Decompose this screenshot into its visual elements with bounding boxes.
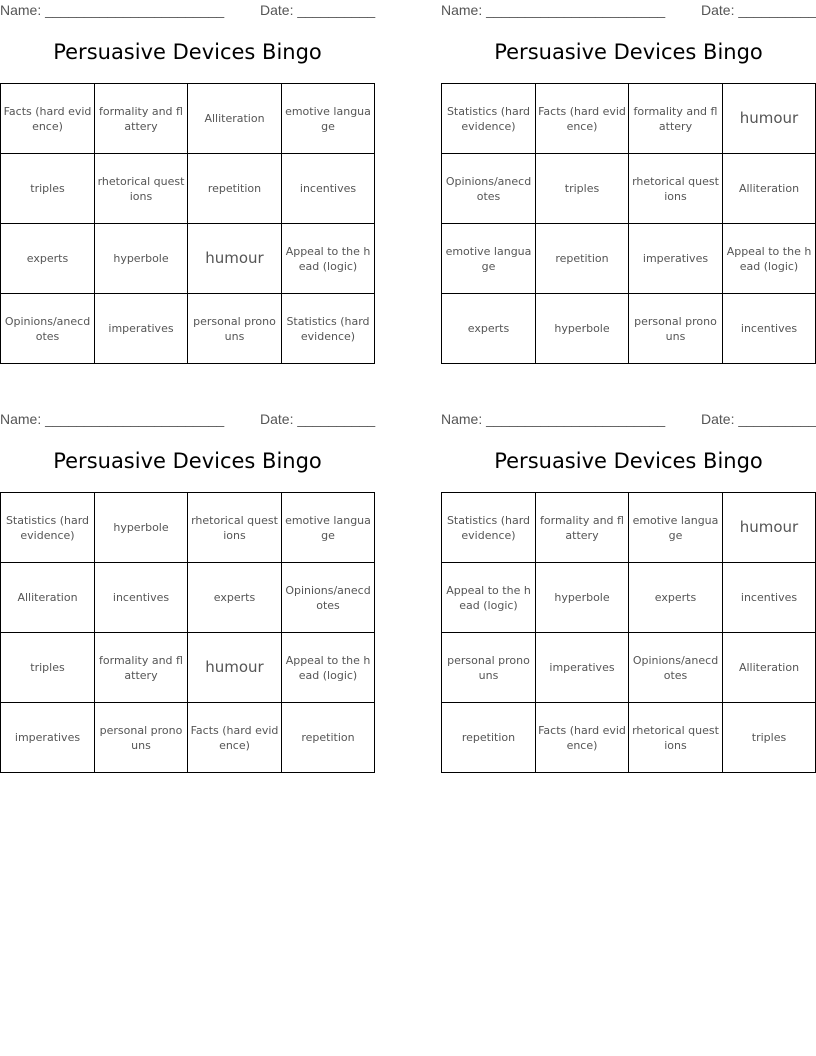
- bingo-cell[interactable]: Statistics (hard evidence): [1, 493, 95, 563]
- bingo-cell[interactable]: emotive language: [442, 224, 536, 294]
- bingo-cell[interactable]: triples: [723, 703, 816, 773]
- bingo-cell[interactable]: repetition: [282, 703, 375, 773]
- name-date-row: [0, 0, 375, 22]
- bingo-cell[interactable]: hyperbole: [536, 563, 629, 633]
- bingo-cell[interactable]: imperatives: [629, 224, 723, 294]
- bingo-cell[interactable]: repetition: [442, 703, 536, 773]
- bingo-cell[interactable]: Alliteration: [1, 563, 95, 633]
- card-title: Persuasive Devices Bingo: [494, 449, 763, 473]
- bingo-cell[interactable]: repetition: [188, 154, 282, 224]
- bingo-cell[interactable]: Opinions/anecdotes: [282, 563, 375, 633]
- bingo-cell[interactable]: hyperbole: [95, 224, 188, 294]
- date-field-label[interactable]: Date: __________: [701, 2, 816, 18]
- bingo-cell[interactable]: Alliteration: [723, 633, 816, 703]
- bingo-cell[interactable]: experts: [629, 563, 723, 633]
- bingo-grid: [0, 83, 375, 364]
- bingo-cell[interactable]: humour: [188, 633, 282, 703]
- bingo-cell[interactable]: emotive language: [282, 84, 375, 154]
- bingo-cell[interactable]: incentives: [723, 294, 816, 364]
- bingo-cell[interactable]: emotive language: [629, 493, 723, 563]
- bingo-cell[interactable]: formality and flattery: [95, 633, 188, 703]
- bingo-cell[interactable]: Appeal to the head (logic): [282, 224, 375, 294]
- bingo-cell[interactable]: triples: [1, 633, 95, 703]
- bingo-cell[interactable]: personal pronouns: [629, 294, 723, 364]
- name-field-label[interactable]: Name: _______________________: [441, 411, 666, 427]
- bingo-grid: [0, 492, 375, 773]
- name-date-row: [441, 409, 816, 431]
- bingo-cell[interactable]: personal pronouns: [188, 294, 282, 364]
- bingo-cell[interactable]: Alliteration: [188, 84, 282, 154]
- bingo-cell[interactable]: rhetorical questions: [629, 154, 723, 224]
- bingo-cell[interactable]: experts: [188, 563, 282, 633]
- card-title: Persuasive Devices Bingo: [53, 40, 322, 64]
- bingo-cell[interactable]: imperatives: [536, 633, 629, 703]
- bingo-cell[interactable]: Opinions/anecdotes: [1, 294, 95, 364]
- bingo-cell[interactable]: triples: [536, 154, 629, 224]
- bingo-cell[interactable]: Statistics (hard evidence): [442, 84, 536, 154]
- bingo-cell[interactable]: humour: [188, 224, 282, 294]
- bingo-cell[interactable]: Statistics (hard evidence): [442, 493, 536, 563]
- bingo-cell[interactable]: experts: [442, 294, 536, 364]
- bingo-card-1: [0, 0, 375, 365]
- bingo-card-2: [441, 0, 816, 365]
- bingo-cell[interactable]: incentives: [95, 563, 188, 633]
- bingo-cell[interactable]: Appeal to the head (logic): [723, 224, 816, 294]
- bingo-grid: [441, 492, 816, 773]
- name-field-label[interactable]: Name: _______________________: [0, 411, 225, 427]
- bingo-cell[interactable]: Facts (hard evidence): [536, 703, 629, 773]
- bingo-cell[interactable]: incentives: [723, 563, 816, 633]
- bingo-cell[interactable]: rhetorical questions: [95, 154, 188, 224]
- bingo-grid: [441, 83, 816, 364]
- bingo-card-4: [441, 409, 816, 774]
- bingo-cell[interactable]: Facts (hard evidence): [536, 84, 629, 154]
- bingo-cell[interactable]: personal pronouns: [95, 703, 188, 773]
- bingo-cell[interactable]: formality and flattery: [536, 493, 629, 563]
- bingo-cell[interactable]: humour: [723, 84, 816, 154]
- bingo-cell[interactable]: experts: [1, 224, 95, 294]
- bingo-cell[interactable]: hyperbole: [536, 294, 629, 364]
- bingo-cell[interactable]: emotive language: [282, 493, 375, 563]
- bingo-cell[interactable]: repetition: [536, 224, 629, 294]
- bingo-cell[interactable]: hyperbole: [95, 493, 188, 563]
- bingo-cell[interactable]: incentives: [282, 154, 375, 224]
- date-field-label[interactable]: Date: __________: [260, 2, 376, 18]
- date-field-label[interactable]: Date: __________: [260, 411, 376, 427]
- bingo-cell[interactable]: Facts (hard evidence): [1, 84, 95, 154]
- name-date-row: [441, 0, 816, 22]
- bingo-cell[interactable]: Appeal to the head (logic): [282, 633, 375, 703]
- bingo-cell[interactable]: formality and flattery: [95, 84, 188, 154]
- bingo-cell[interactable]: personal pronouns: [442, 633, 536, 703]
- name-date-row: [0, 409, 375, 431]
- name-field-label[interactable]: Name: _______________________: [0, 2, 225, 18]
- card-title: Persuasive Devices Bingo: [494, 40, 763, 64]
- bingo-cell[interactable]: Facts (hard evidence): [188, 703, 282, 773]
- bingo-cell[interactable]: humour: [723, 493, 816, 563]
- bingo-cell[interactable]: Alliteration: [723, 154, 816, 224]
- bingo-cell[interactable]: triples: [1, 154, 95, 224]
- bingo-cell[interactable]: formality and flattery: [629, 84, 723, 154]
- bingo-cell[interactable]: Statistics (hard evidence): [282, 294, 375, 364]
- bingo-cell[interactable]: rhetorical questions: [629, 703, 723, 773]
- bingo-cell[interactable]: Opinions/anecdotes: [442, 154, 536, 224]
- name-field-label[interactable]: Name: _______________________: [441, 2, 666, 18]
- card-title: Persuasive Devices Bingo: [53, 449, 322, 473]
- bingo-cell[interactable]: rhetorical questions: [188, 493, 282, 563]
- date-field-label[interactable]: Date: __________: [701, 411, 816, 427]
- bingo-cell[interactable]: imperatives: [1, 703, 95, 773]
- bingo-cell[interactable]: Opinions/anecdotes: [629, 633, 723, 703]
- bingo-cell[interactable]: Appeal to the head (logic): [442, 563, 536, 633]
- bingo-cell[interactable]: imperatives: [95, 294, 188, 364]
- bingo-card-3: [0, 409, 375, 774]
